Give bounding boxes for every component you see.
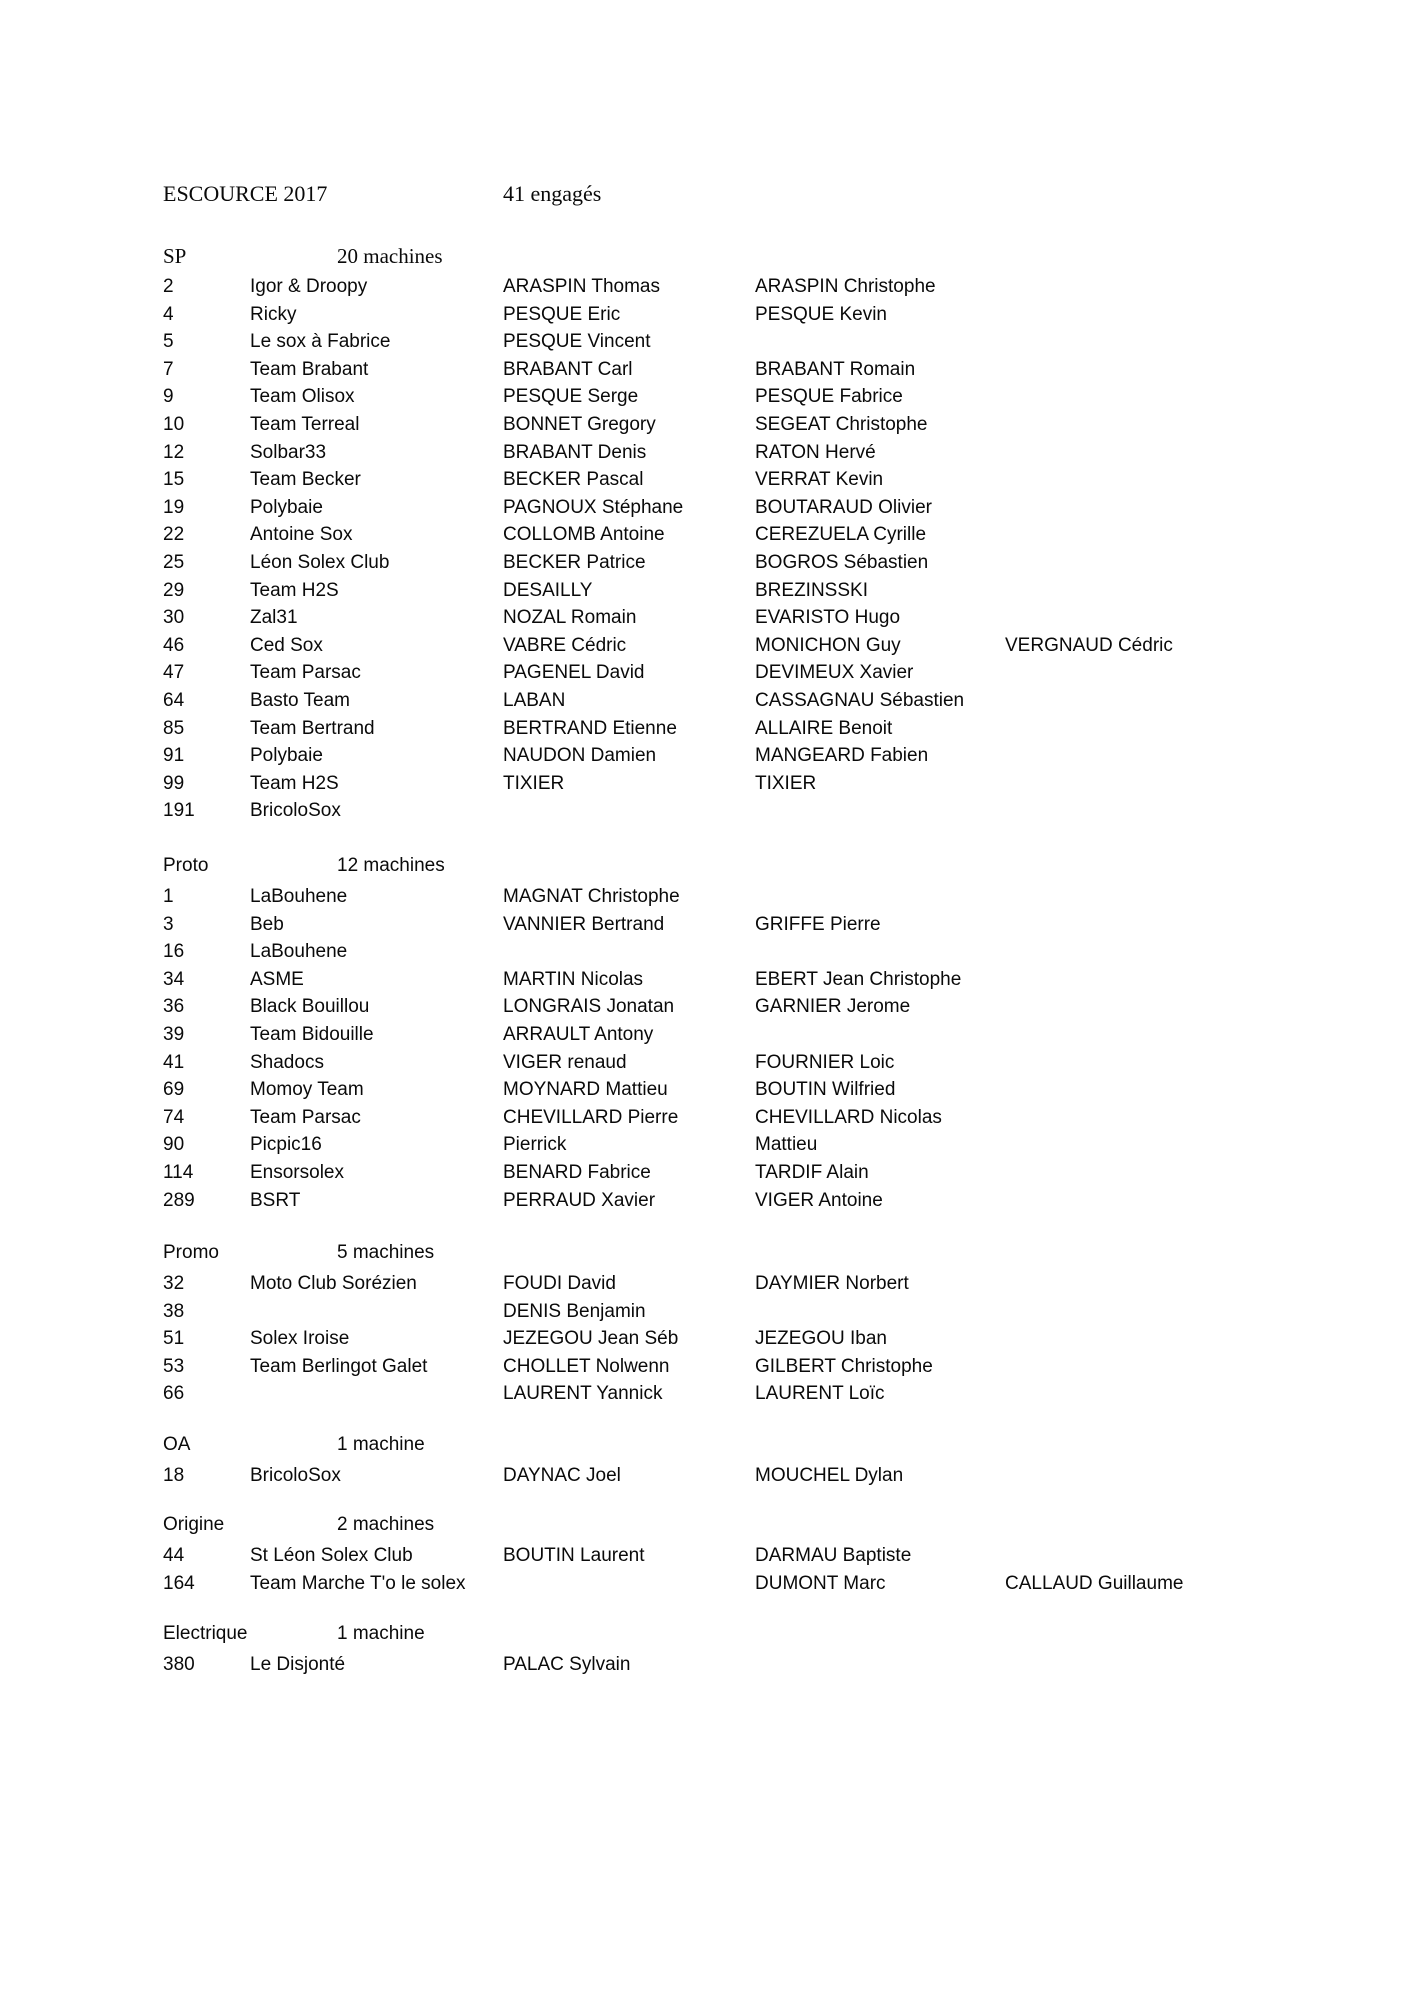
section-machine-count: 20 machines	[337, 244, 443, 268]
copilot-name: BOUTARAUD Olivier	[755, 496, 932, 518]
entry-row	[163, 411, 1393, 439]
entry-number: 15	[163, 469, 185, 491]
team-name: St Léon Solex Club	[250, 1545, 413, 1566]
third-member-name: VERGNAUD Cédric	[1005, 634, 1173, 656]
entry-number: 19	[163, 496, 185, 518]
entry-number: 9	[163, 386, 174, 408]
section-rows	[163, 1270, 1393, 1408]
team-name: Team Parsac	[250, 662, 361, 684]
team-name: BSRT	[250, 1189, 301, 1211]
entry-row	[163, 1570, 1393, 1598]
copilot-name: PESQUE Fabrice	[755, 386, 903, 408]
section-name: Electrique	[163, 1623, 248, 1644]
entry-number: 29	[163, 579, 185, 601]
entry-row	[163, 1542, 1393, 1570]
pilot-name: FOUDI David	[503, 1273, 616, 1294]
entry-number: 74	[163, 1106, 185, 1128]
pilot-name: NAUDON Damien	[503, 745, 657, 767]
team-name: Team Terreal	[250, 413, 360, 435]
entry-number: 114	[163, 1161, 194, 1183]
pilot-name: VIGER renaud	[503, 1051, 627, 1073]
entry-number: 47	[163, 662, 185, 684]
team-name: Momoy Team	[250, 1079, 364, 1101]
team-name: Le Disjonté	[250, 1654, 346, 1675]
entry-number: 64	[163, 689, 185, 711]
entry-number: 5	[163, 331, 174, 353]
entry-row	[163, 911, 1393, 939]
section-machine-count: 5 machines	[337, 1242, 435, 1263]
entry-number: 99	[163, 772, 185, 794]
team-name: Polybaie	[250, 745, 323, 767]
pilot-name: LABAN	[503, 689, 566, 711]
entry-row	[163, 1159, 1393, 1187]
section-header	[163, 1621, 1393, 1651]
entry-row	[163, 466, 1393, 494]
pilot-name: PAGNOUX Stéphane	[503, 496, 684, 518]
section-oa	[163, 1432, 1393, 1490]
copilot-name: ALLAIRE Benoit	[755, 717, 893, 739]
pilot-name: BECKER Patrice	[503, 551, 646, 573]
entry-row	[163, 1380, 1393, 1408]
entry-number: 25	[163, 551, 185, 573]
pilot-name: BONNET Gregory	[503, 413, 656, 435]
copilot-name: BREZINSSKI	[755, 579, 868, 601]
pilot-name: Pierrick	[503, 1134, 567, 1156]
entry-number: 46	[163, 634, 185, 656]
team-name: Léon Solex Club	[250, 551, 390, 573]
entry-row	[163, 1076, 1393, 1104]
entry-number: 12	[163, 441, 185, 463]
section-promo	[163, 1240, 1393, 1408]
pilot-name: NOZAL Romain	[503, 607, 637, 629]
entry-row	[163, 715, 1393, 743]
copilot-name: DAYMIER Norbert	[755, 1273, 909, 1294]
copilot-name: FOURNIER Loic	[755, 1051, 895, 1073]
pilot-name: BRABANT Denis	[503, 441, 647, 463]
copilot-name: MOUCHEL Dylan	[755, 1465, 904, 1486]
team-name: LaBouhene	[250, 886, 348, 907]
team-name: Team Becker	[250, 469, 361, 491]
entry-row	[163, 1270, 1393, 1298]
team-name: Zal31	[250, 607, 298, 629]
section-rows	[163, 273, 1393, 825]
entry-row	[163, 1187, 1393, 1215]
section-name: Proto	[163, 855, 209, 876]
section-rows	[163, 1542, 1393, 1597]
section-rows	[163, 1651, 1393, 1679]
entry-row	[163, 938, 1393, 966]
entry-row	[163, 993, 1393, 1021]
team-name: Black Bouillou	[250, 996, 370, 1018]
copilot-name: TIXIER	[755, 772, 817, 794]
copilot-name: DARMAU Baptiste	[755, 1545, 912, 1566]
pilot-name: DENIS Benjamin	[503, 1300, 646, 1322]
team-name: BricoloSox	[250, 1465, 341, 1486]
pilot-name: BENARD Fabrice	[503, 1161, 651, 1183]
copilot-name: EVARISTO Hugo	[755, 607, 901, 629]
entry-number: 69	[163, 1079, 185, 1101]
copilot-name: PESQUE Kevin	[755, 303, 887, 325]
pilot-name: MARTIN Nicolas	[503, 968, 644, 990]
section-name: SP	[163, 244, 187, 268]
entry-number: 41	[163, 1051, 185, 1073]
team-name: BricoloSox	[250, 800, 341, 822]
pilot-name: DAYNAC Joel	[503, 1465, 621, 1486]
pilot-name: PESQUE Vincent	[503, 331, 651, 353]
entry-row	[163, 1462, 1393, 1490]
copilot-name: TARDIF Alain	[755, 1161, 869, 1183]
copilot-name: GARNIER Jerome	[755, 996, 911, 1018]
pilot-name: ARRAULT Antony	[503, 1023, 654, 1045]
team-name: Igor & Droopy	[250, 276, 368, 297]
entry-row	[163, 494, 1393, 522]
entry-number: 85	[163, 717, 185, 739]
copilot-name: RATON Hervé	[755, 441, 876, 463]
copilot-name: LAURENT Loïc	[755, 1383, 885, 1405]
entry-number: 22	[163, 524, 185, 546]
entry-number: 18	[163, 1465, 185, 1486]
copilot-name: CHEVILLARD Nicolas	[755, 1106, 942, 1128]
pilot-name: CHOLLET Nolwenn	[503, 1355, 670, 1377]
entry-row	[163, 659, 1393, 687]
entry-row	[163, 797, 1393, 825]
entry-row	[163, 604, 1393, 632]
entry-row	[163, 1353, 1393, 1381]
copilot-name: BRABANT Romain	[755, 358, 916, 380]
entry-number: 36	[163, 996, 185, 1018]
copilot-name: BOUTIN Wilfried	[755, 1079, 896, 1101]
copilot-name: GRIFFE Pierre	[755, 913, 881, 935]
entry-number: 30	[163, 607, 185, 629]
entry-number: 34	[163, 968, 185, 990]
entry-row	[163, 301, 1393, 329]
section-header	[163, 1512, 1393, 1542]
pilot-name: PALAC Sylvain	[503, 1654, 631, 1675]
team-name: Team H2S	[250, 579, 339, 601]
entry-number: 38	[163, 1300, 185, 1322]
section-rows	[163, 883, 1393, 1214]
team-name: Team Bidouille	[250, 1023, 374, 1045]
entry-number: 10	[163, 413, 185, 435]
team-name: Ced Sox	[250, 634, 323, 656]
team-name: Picpic16	[250, 1134, 322, 1156]
team-name: Solbar33	[250, 441, 327, 463]
copilot-name: SEGEAT Christophe	[755, 413, 928, 435]
section-header	[163, 243, 1393, 273]
entry-number: 90	[163, 1134, 185, 1156]
pilot-name: PAGENEL David	[503, 662, 645, 684]
copilot-name: CASSAGNAU Sébastien	[755, 689, 965, 711]
team-name: Team Marche T'o le solex	[250, 1572, 466, 1594]
copilot-name: EBERT Jean Christophe	[755, 968, 962, 990]
team-name: Moto Club Sorézien	[250, 1273, 417, 1294]
team-name: Ricky	[250, 303, 297, 325]
copilot-name: DUMONT Marc	[755, 1572, 886, 1594]
team-name: Team Berlingot Galet	[250, 1355, 428, 1377]
team-name: ASME	[250, 968, 304, 990]
copilot-name: DEVIMEUX Xavier	[755, 662, 914, 684]
entry-row	[163, 273, 1393, 301]
entry-row	[163, 883, 1393, 911]
entry-row	[163, 632, 1393, 660]
entry-row	[163, 356, 1393, 384]
section-machine-count: 1 machine	[337, 1434, 425, 1455]
entry-row	[163, 521, 1393, 549]
section-header	[163, 853, 1393, 883]
entry-number: 4	[163, 303, 174, 325]
copilot-name: Mattieu	[755, 1134, 818, 1156]
entry-row	[163, 1104, 1393, 1132]
pilot-name: JEZEGOU Jean Séb	[503, 1328, 679, 1350]
entry-number: 51	[163, 1328, 185, 1350]
entry-row	[163, 742, 1393, 770]
section-machine-count: 2 machines	[337, 1514, 435, 1535]
entry-row	[163, 687, 1393, 715]
entry-row	[163, 383, 1393, 411]
pilot-name: BOUTIN Laurent	[503, 1545, 645, 1566]
entry-number: 380	[163, 1654, 195, 1675]
section-proto	[163, 853, 1393, 1214]
pilot-name: BERTRAND Etienne	[503, 717, 677, 739]
pilot-name: LAURENT Yannick	[503, 1383, 663, 1405]
entry-number: 3	[163, 913, 174, 935]
copilot-name: ARASPIN Christophe	[755, 276, 936, 297]
pilot-name: CHEVILLARD Pierre	[503, 1106, 679, 1128]
section-sp	[163, 243, 1393, 825]
team-name: Team Brabant	[250, 358, 369, 380]
team-name: Team H2S	[250, 772, 339, 794]
entry-row	[163, 577, 1393, 605]
section-name: Promo	[163, 1242, 219, 1263]
pilot-name: VANNIER Bertrand	[503, 913, 665, 935]
team-name: Solex Iroise	[250, 1328, 350, 1350]
section-rows	[163, 1462, 1393, 1490]
section-origine	[163, 1512, 1393, 1597]
team-name: Ensorsolex	[250, 1161, 344, 1183]
section-electrique	[163, 1621, 1393, 1679]
entry-number: 66	[163, 1383, 185, 1405]
copilot-name: BOGROS Sébastien	[755, 551, 929, 573]
entry-row	[163, 1298, 1393, 1326]
pilot-name: VABRE Cédric	[503, 634, 627, 656]
third-member-name: CALLAUD Guillaume	[1005, 1572, 1184, 1594]
entry-number: 7	[163, 358, 174, 380]
pilot-name: COLLOMB Antoine	[503, 524, 665, 546]
entry-number: 164	[163, 1572, 195, 1594]
team-name: Basto Team	[250, 689, 350, 711]
entry-row	[163, 1131, 1393, 1159]
copilot-name: GILBERT Christophe	[755, 1355, 933, 1377]
entry-row	[163, 1325, 1393, 1353]
entry-number: 32	[163, 1273, 185, 1294]
copilot-name: VERRAT Kevin	[755, 469, 884, 491]
entry-row	[163, 1021, 1393, 1049]
page-title: ESCOURCE 2017	[163, 181, 328, 206]
entry-number: 191	[163, 800, 195, 822]
entry-number: 1	[163, 886, 174, 907]
entry-number: 44	[163, 1545, 185, 1566]
pilot-name: PERRAUD Xavier	[503, 1189, 656, 1211]
team-name: Team Bertrand	[250, 717, 375, 739]
entry-row	[163, 770, 1393, 798]
entrant-count: 41 engagés	[503, 181, 602, 206]
team-name: Antoine Sox	[250, 524, 353, 546]
pilot-name: LONGRAIS Jonatan	[503, 996, 675, 1018]
team-name: Shadocs	[250, 1051, 324, 1073]
team-name: Le sox à Fabrice	[250, 331, 391, 353]
copilot-name: CEREZUELA Cyrille	[755, 524, 927, 546]
copilot-name: JEZEGOU Iban	[755, 1328, 887, 1350]
entry-row	[163, 439, 1393, 467]
pilot-name: DESAILLY	[503, 579, 593, 601]
pilot-name: TIXIER	[503, 772, 565, 794]
section-machine-count: 1 machine	[337, 1623, 425, 1644]
entry-number: 16	[163, 941, 185, 963]
copilot-name: MANGEARD Fabien	[755, 745, 929, 767]
entry-row	[163, 1651, 1393, 1679]
pilot-name: PESQUE Serge	[503, 386, 639, 408]
entry-number: 2	[163, 276, 174, 297]
team-name: Team Olisox	[250, 386, 355, 408]
pilot-name: PESQUE Eric	[503, 303, 621, 325]
section-machine-count: 12 machines	[337, 855, 445, 876]
entry-row	[163, 1049, 1393, 1077]
entry-row	[163, 966, 1393, 994]
team-name: Polybaie	[250, 496, 323, 518]
copilot-name: VIGER Antoine	[755, 1189, 883, 1211]
section-name: Origine	[163, 1514, 225, 1535]
entry-number: 289	[163, 1189, 195, 1211]
pilot-name: ARASPIN Thomas	[503, 276, 660, 297]
copilot-name: MONICHON Guy	[755, 634, 901, 656]
entry-row	[163, 328, 1393, 356]
pilot-name: BECKER Pascal	[503, 469, 644, 491]
entry-row	[163, 549, 1393, 577]
section-header	[163, 1240, 1393, 1270]
entry-number: 39	[163, 1023, 185, 1045]
pilot-name: MOYNARD Mattieu	[503, 1079, 668, 1101]
entry-number: 53	[163, 1355, 185, 1377]
pilot-name: BRABANT Carl	[503, 358, 633, 380]
team-name: Team Parsac	[250, 1106, 361, 1128]
team-name: LaBouhene	[250, 941, 348, 963]
team-name: Beb	[250, 913, 284, 935]
section-header	[163, 1432, 1393, 1462]
section-name: OA	[163, 1434, 191, 1455]
pilot-name: MAGNAT Christophe	[503, 886, 680, 907]
entry-number: 91	[163, 745, 185, 767]
